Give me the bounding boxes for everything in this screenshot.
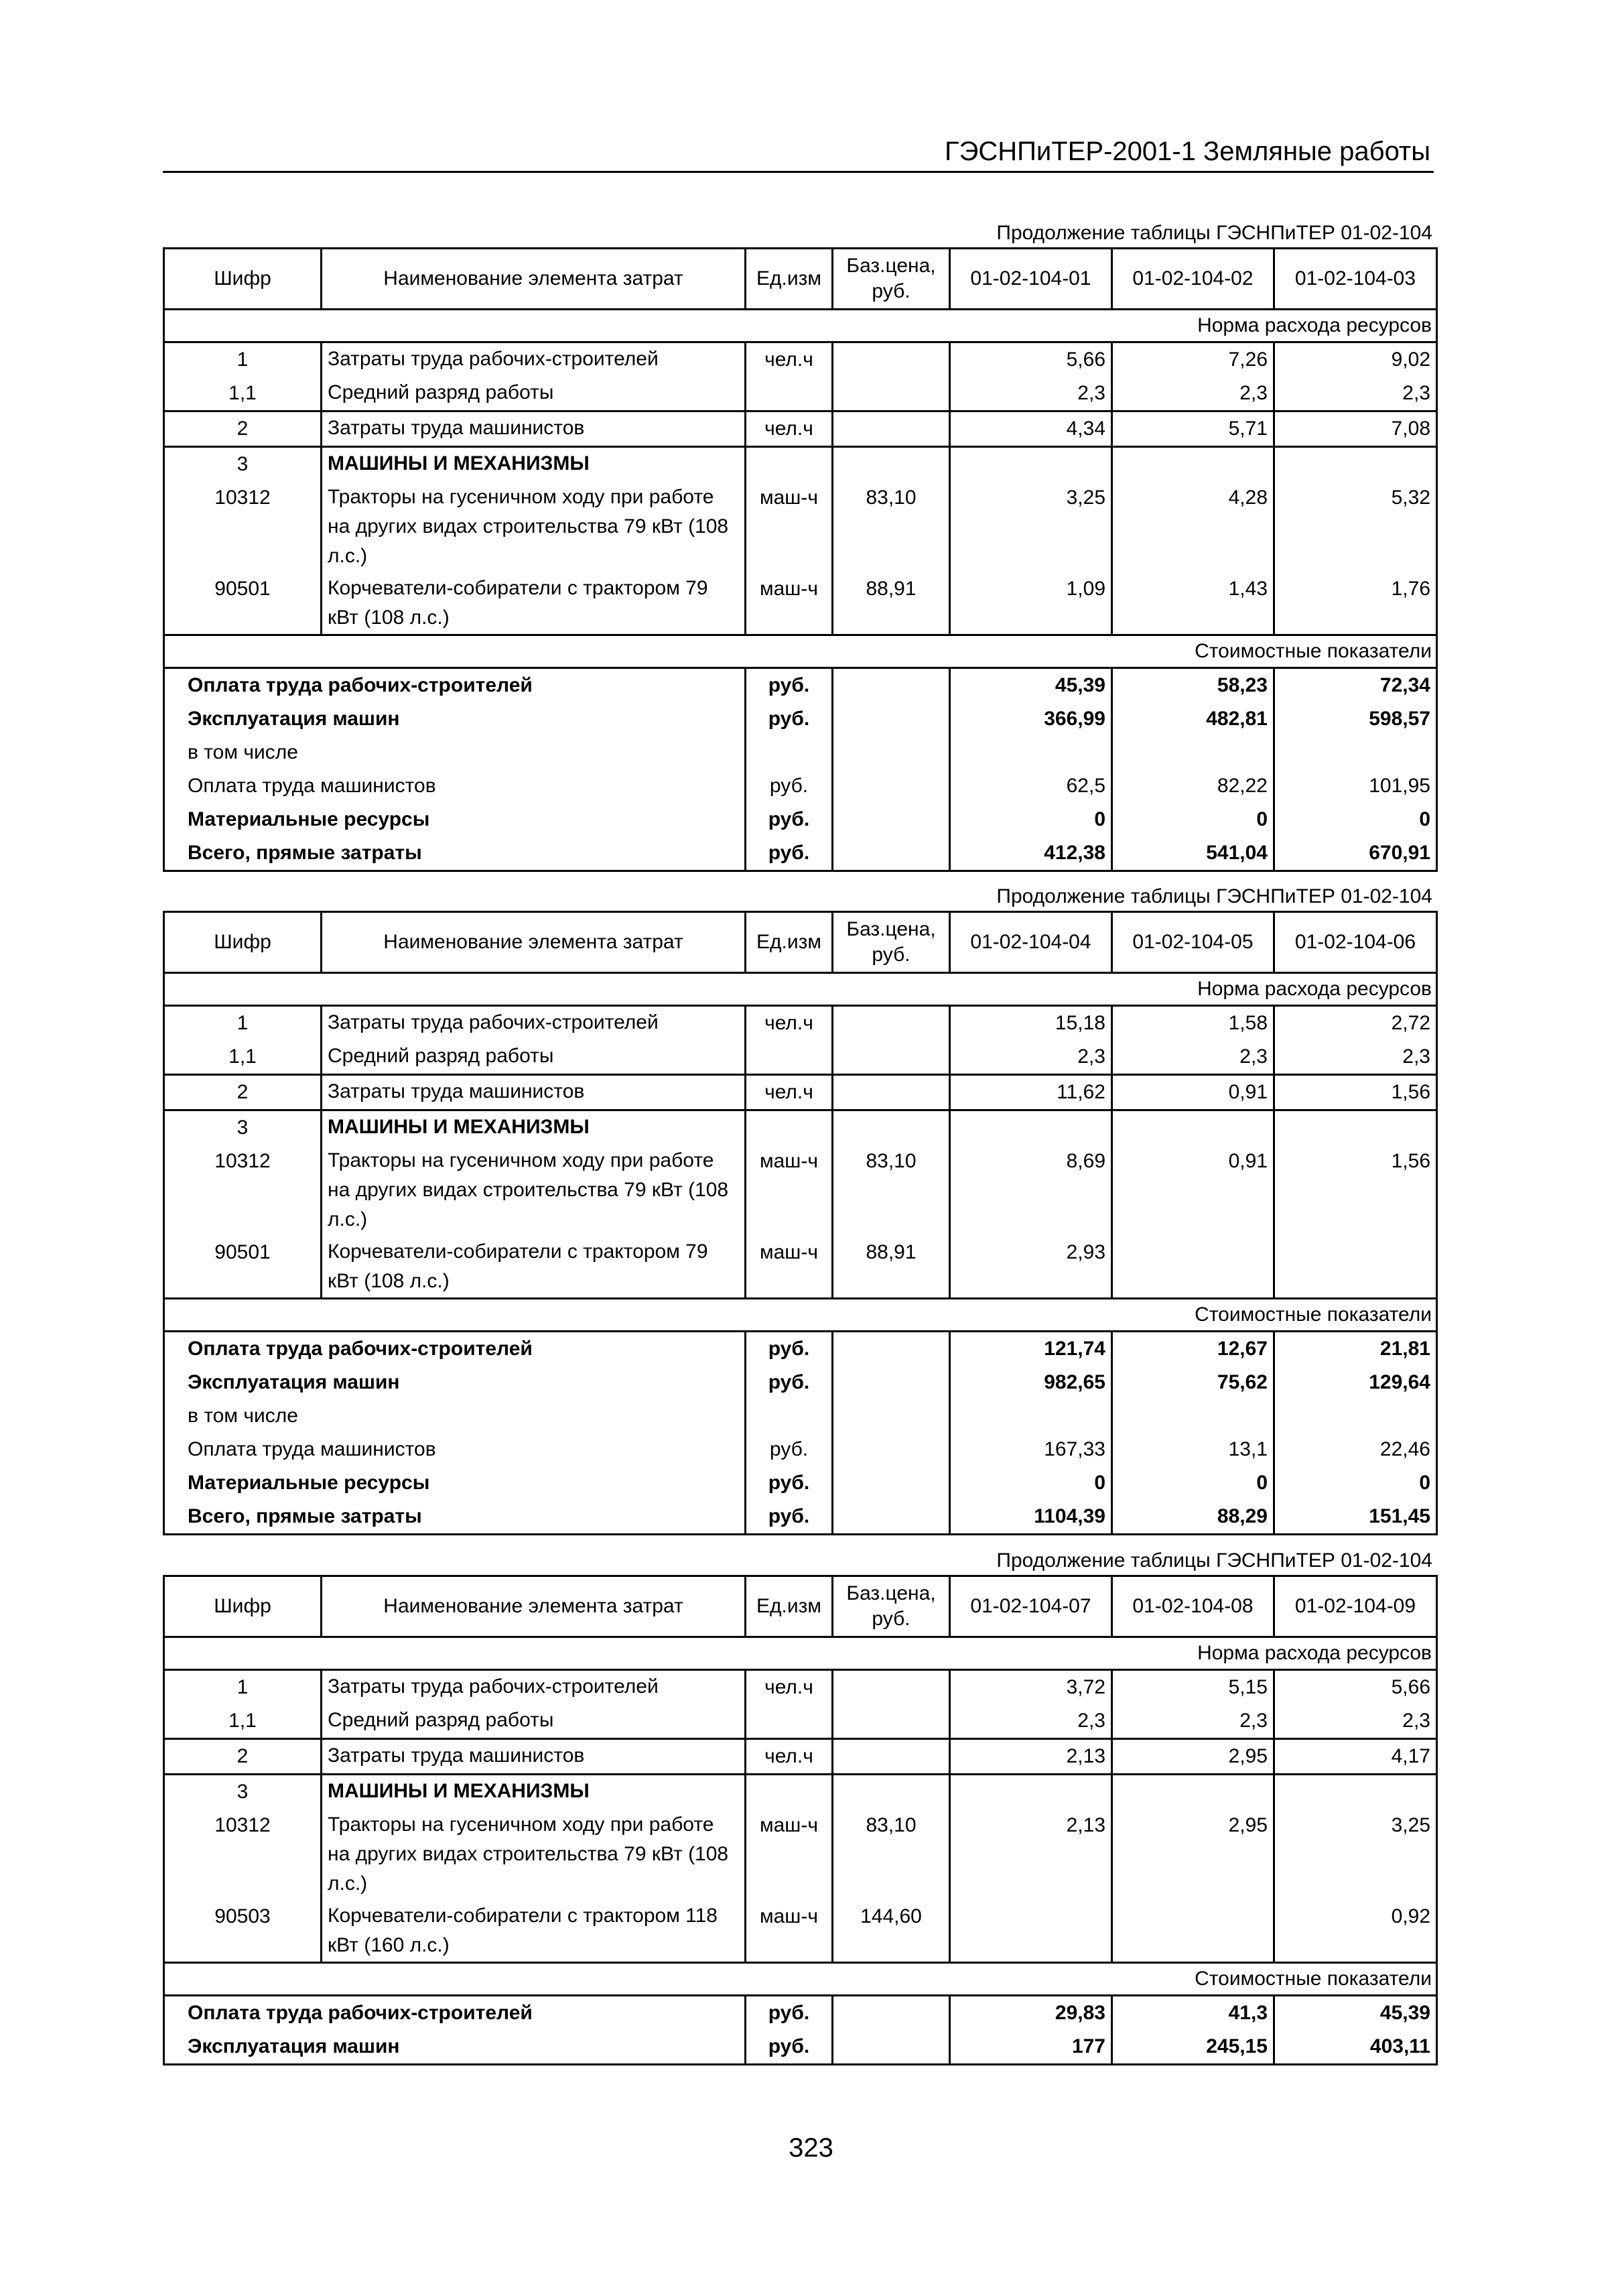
row-value: 5,71 [1112, 411, 1274, 447]
row-unit [746, 1775, 833, 1809]
row-price: 83,10 [833, 1145, 950, 1236]
cost-row-blank [833, 803, 950, 836]
cost-row-unit: руб. [746, 1500, 833, 1535]
row-name: Затраты труда машинистов [322, 1075, 746, 1110]
page-number: 323 [789, 2133, 833, 2163]
cost-label-row [164, 1963, 1437, 1996]
cost-row-value: 0 [950, 1466, 1112, 1500]
row-price: 83,10 [833, 481, 950, 572]
cost-row-value: 151,45 [1274, 1500, 1437, 1535]
row-value: 5,66 [1274, 1670, 1437, 1705]
cost-row-unit: руб. [746, 1366, 833, 1399]
cost-row-unit: руб. [746, 836, 833, 871]
cost-row-blank [833, 1500, 950, 1535]
resource-table-block [163, 883, 1436, 1535]
row-value: 9,02 [1274, 342, 1437, 377]
cost-row-blank [833, 769, 950, 803]
cost-row-unit: руб. [746, 1332, 833, 1366]
cost-row-value [1112, 736, 1274, 769]
row-unit [746, 1704, 833, 1739]
document-title: ГЭСНПиТЕР-2001-1 Земляные работы [945, 137, 1430, 166]
cost-row-value [950, 1399, 1112, 1433]
row-name: Средний разряд работы [322, 1040, 746, 1075]
cost-row-label: Оплата труда машинистов [164, 769, 746, 803]
row-value: 2,3 [950, 377, 1112, 411]
resource-row [164, 1040, 1437, 1075]
row-price [833, 411, 950, 447]
resource-row [164, 1739, 1437, 1775]
row-value: 3,25 [1274, 1809, 1437, 1900]
column-header-code: Шифр [164, 912, 322, 973]
row-value: 2,93 [950, 1236, 1112, 1299]
cost-row-label: Эксплуатация машин [164, 702, 746, 736]
cost-row [164, 2030, 1437, 2065]
cost-row-value: 41,3 [1112, 1996, 1274, 2031]
row-value: 7,08 [1274, 411, 1437, 447]
row-code: 1 [164, 1670, 322, 1705]
cost-row-value [1274, 1399, 1437, 1433]
row-value: 1,58 [1112, 1006, 1274, 1041]
row-value [950, 447, 1112, 482]
cost-row-value: 482,81 [1112, 702, 1274, 736]
cost-row-label: Всего, прямые затраты [164, 836, 746, 871]
cost-row-blank [833, 1332, 950, 1366]
row-price: 88,91 [833, 572, 950, 635]
row-value: 1,76 [1274, 572, 1437, 635]
row-unit: чел.ч [746, 342, 833, 377]
row-value: 5,32 [1274, 481, 1437, 572]
cost-row-value: 0 [1112, 803, 1274, 836]
row-unit: маш-ч [746, 1236, 833, 1299]
cost-row-label: Всего, прямые затраты [164, 1500, 746, 1535]
row-value: 5,15 [1112, 1670, 1274, 1705]
row-code: 90503 [164, 1900, 322, 1963]
table-header-row [164, 1576, 1437, 1637]
row-unit: маш-ч [746, 1145, 833, 1236]
row-name: Затраты труда рабочих-строителей [322, 1670, 746, 1705]
row-name: МАШИНЫ И МЕХАНИЗМЫ [322, 1775, 746, 1809]
column-header-norm-code: 01-02-104-08 [1112, 1576, 1274, 1637]
cost-row-unit: руб. [746, 1466, 833, 1500]
column-header-code: Шифр [164, 249, 322, 310]
row-price [833, 1739, 950, 1775]
cost-row-value: 45,39 [950, 668, 1112, 703]
row-value: 2,3 [1112, 377, 1274, 411]
row-value: 2,3 [1274, 377, 1437, 411]
resource-table-block [163, 219, 1436, 872]
table-header-row [164, 912, 1437, 973]
row-name: МАШИНЫ И МЕХАНИЗМЫ [322, 447, 746, 482]
row-name: Затраты труда машинистов [322, 411, 746, 447]
cost-row-value: 0 [1274, 1466, 1437, 1500]
cost-row-unit: руб. [746, 1433, 833, 1466]
row-price [833, 1670, 950, 1705]
row-value: 2,3 [950, 1040, 1112, 1075]
row-code: 10312 [164, 1809, 322, 1900]
row-price [833, 1110, 950, 1145]
row-unit: маш-ч [746, 1900, 833, 1963]
row-name: Средний разряд работы [322, 1704, 746, 1739]
cost-row-blank [833, 836, 950, 871]
row-code: 90501 [164, 1236, 322, 1299]
cost-row-unit: руб. [746, 1996, 833, 2031]
row-value: 3,25 [950, 481, 1112, 572]
column-header-price: Баз.цена, руб. [833, 912, 950, 973]
column-header-norm-code: 01-02-104-04 [950, 912, 1112, 973]
norm-label: Норма расхода ресурсов [164, 973, 1437, 1006]
cost-row-value: 29,83 [950, 1996, 1112, 2031]
cost-label: Стоимостные показатели [164, 1299, 1437, 1332]
row-name: МАШИНЫ И МЕХАНИЗМЫ [322, 1110, 746, 1145]
column-header-norm-code: 01-02-104-07 [950, 1576, 1112, 1637]
cost-row [164, 803, 1437, 836]
row-value [1274, 447, 1437, 482]
cost-row-value: 403,11 [1274, 2030, 1437, 2065]
row-price [833, 342, 950, 377]
cost-label: Стоимостные показатели [164, 1963, 1437, 1996]
cost-row-value: 58,23 [1112, 668, 1274, 703]
row-code: 10312 [164, 481, 322, 572]
row-unit [746, 447, 833, 482]
row-value: 2,3 [1274, 1704, 1437, 1739]
row-unit: чел.ч [746, 1006, 833, 1041]
row-unit [746, 1110, 833, 1145]
page-header [163, 131, 1434, 173]
cost-row-value: 121,74 [950, 1332, 1112, 1366]
cost-row-label: Материальные ресурсы [164, 1466, 746, 1500]
cost-row [164, 1366, 1437, 1399]
row-code: 3 [164, 1110, 322, 1145]
cost-row-unit: руб. [746, 2030, 833, 2065]
cost-row-label: Оплата труда машинистов [164, 1433, 746, 1466]
resource-row [164, 342, 1437, 377]
resource-row [164, 377, 1437, 411]
row-value [950, 1900, 1112, 1963]
cost-row-value: 62,5 [950, 769, 1112, 803]
row-value: 2,13 [950, 1809, 1112, 1900]
resource-row [164, 1006, 1437, 1041]
cost-row-value: 541,04 [1112, 836, 1274, 871]
row-value: 0,91 [1112, 1075, 1274, 1110]
cost-row [164, 1996, 1437, 2031]
row-value: 1,43 [1112, 572, 1274, 635]
column-header-price: Баз.цена, руб. [833, 1576, 950, 1637]
row-value [950, 1775, 1112, 1809]
cost-row-blank [833, 1433, 950, 1466]
resource-row [164, 411, 1437, 447]
row-value: 15,18 [950, 1006, 1112, 1041]
resource-row [164, 572, 1437, 635]
row-value: 2,95 [1112, 1809, 1274, 1900]
row-value [1112, 1900, 1274, 1963]
row-value [1274, 1775, 1437, 1809]
table-header-row [164, 249, 1437, 310]
row-value: 2,95 [1112, 1739, 1274, 1775]
column-header-price: Баз.цена, руб. [833, 249, 950, 310]
row-name: Затраты труда рабочих-строителей [322, 342, 746, 377]
row-price [833, 1040, 950, 1075]
cost-row-value: 1104,39 [950, 1500, 1112, 1535]
row-value [1274, 1110, 1437, 1145]
row-unit: чел.ч [746, 411, 833, 447]
column-header-code: Шифр [164, 1576, 322, 1637]
column-header-unit: Ед.изм [746, 1576, 833, 1637]
norm-label-row [164, 1637, 1437, 1670]
cost-row-value: 101,95 [1274, 769, 1437, 803]
row-unit: маш-ч [746, 572, 833, 635]
row-code: 1 [164, 342, 322, 377]
cost-row-label: Оплата труда рабочих-строителей [164, 1332, 746, 1366]
row-unit: чел.ч [746, 1739, 833, 1775]
cost-row-unit [746, 1399, 833, 1433]
row-value: 0,92 [1274, 1900, 1437, 1963]
column-header-unit: Ед.изм [746, 912, 833, 973]
cost-row-label: в том числе [164, 736, 746, 769]
cost-row-value: 129,64 [1274, 1366, 1437, 1399]
cost-row-value: 245,15 [1112, 2030, 1274, 2065]
resource-row [164, 481, 1437, 572]
row-value: 0,91 [1112, 1145, 1274, 1236]
row-value: 11,62 [950, 1075, 1112, 1110]
row-unit: маш-ч [746, 481, 833, 572]
row-value: 8,69 [950, 1145, 1112, 1236]
resource-row [164, 1236, 1437, 1299]
row-code: 2 [164, 1739, 322, 1775]
row-price [833, 1704, 950, 1739]
cost-row-value: 82,22 [1112, 769, 1274, 803]
cost-row-value: 412,38 [950, 836, 1112, 871]
cost-row-value: 72,34 [1274, 668, 1437, 703]
cost-row-value: 366,99 [950, 702, 1112, 736]
row-value: 1,56 [1274, 1145, 1437, 1236]
row-value: 2,72 [1274, 1006, 1437, 1041]
cost-row-value: 21,81 [1274, 1332, 1437, 1366]
row-code: 1,1 [164, 377, 322, 411]
cost-row-value: 0 [1274, 803, 1437, 836]
row-price [833, 447, 950, 482]
resource-row [164, 1704, 1437, 1739]
cost-row-unit: руб. [746, 769, 833, 803]
cost-row-unit: руб. [746, 702, 833, 736]
cost-row-blank [833, 736, 950, 769]
row-value: 1,56 [1274, 1075, 1437, 1110]
column-header-unit: Ед.изм [746, 249, 833, 310]
cost-row-value: 13,1 [1112, 1433, 1274, 1466]
resource-table [163, 1575, 1438, 2065]
cost-row [164, 1332, 1437, 1366]
cost-row-unit [746, 736, 833, 769]
column-header-name: Наименование элемента затрат [322, 912, 746, 973]
row-price [833, 1775, 950, 1809]
cost-row [164, 836, 1437, 871]
resource-row [164, 1775, 1437, 1809]
resource-row [164, 1900, 1437, 1963]
cost-row [164, 1433, 1437, 1466]
row-value: 4,28 [1112, 481, 1274, 572]
row-code: 3 [164, 1775, 322, 1809]
row-value [1112, 447, 1274, 482]
row-price [833, 377, 950, 411]
cost-row-value: 167,33 [950, 1433, 1112, 1466]
row-code: 1,1 [164, 1704, 322, 1739]
column-header-name: Наименование элемента затрат [322, 1576, 746, 1637]
cost-row-label: Оплата труда рабочих-строителей [164, 668, 746, 703]
row-code: 10312 [164, 1145, 322, 1236]
row-unit: чел.ч [746, 1075, 833, 1110]
row-value: 5,66 [950, 342, 1112, 377]
row-code: 1,1 [164, 1040, 322, 1075]
row-code: 2 [164, 1075, 322, 1110]
row-value: 2,3 [1112, 1704, 1274, 1739]
norm-label: Норма расхода ресурсов [164, 310, 1437, 342]
column-header-norm-code: 01-02-104-03 [1274, 249, 1437, 310]
row-value: 4,34 [950, 411, 1112, 447]
cost-row-blank [833, 1466, 950, 1500]
row-value: 4,17 [1274, 1739, 1437, 1775]
cost-row-blank [833, 668, 950, 703]
row-value: 2,3 [1112, 1040, 1274, 1075]
column-header-norm-code: 01-02-104-09 [1274, 1576, 1437, 1637]
column-header-norm-code: 01-02-104-02 [1112, 249, 1274, 310]
norm-label-row [164, 310, 1437, 342]
cost-row-value [1112, 1399, 1274, 1433]
cost-row-label: в том числе [164, 1399, 746, 1433]
row-value [1112, 1775, 1274, 1809]
row-price: 144,60 [833, 1900, 950, 1963]
row-price: 83,10 [833, 1809, 950, 1900]
row-price [833, 1006, 950, 1041]
row-code: 90501 [164, 572, 322, 635]
row-name: Средний разряд работы [322, 377, 746, 411]
row-code: 2 [164, 411, 322, 447]
column-header-norm-code: 01-02-104-05 [1112, 912, 1274, 973]
cost-row-unit: руб. [746, 668, 833, 703]
row-name: Корчеватели-собиратели с трактором 79 кВт (108 л.с.) [322, 1236, 746, 1299]
row-unit: маш-ч [746, 1809, 833, 1900]
row-unit [746, 1040, 833, 1075]
row-value: 7,26 [1112, 342, 1274, 377]
cost-row-value: 177 [950, 2030, 1112, 2065]
row-value: 2,13 [950, 1739, 1112, 1775]
cost-row-blank [833, 1996, 950, 2031]
cost-row-value: 598,57 [1274, 702, 1437, 736]
row-name: Тракторы на гусеничном ходу при работе на других видах строительства 79 кВт (108 л.с.) [322, 481, 746, 572]
cost-row-value: 45,39 [1274, 1996, 1437, 2031]
cost-row [164, 1466, 1437, 1500]
column-header-norm-code: 01-02-104-01 [950, 249, 1112, 310]
row-value: 3,72 [950, 1670, 1112, 1705]
cost-row [164, 769, 1437, 803]
cost-row-value: 670,91 [1274, 836, 1437, 871]
row-unit: чел.ч [746, 1670, 833, 1705]
cost-label-row [164, 1299, 1437, 1332]
row-value [1274, 1236, 1437, 1299]
cost-row-label: Оплата труда рабочих-строителей [164, 1996, 746, 2031]
cost-row [164, 668, 1437, 703]
resource-table [163, 911, 1438, 1535]
row-name: Корчеватели-собиратели с трактором 79 кВт (108 л.с.) [322, 572, 746, 635]
norm-label-row [164, 973, 1437, 1006]
resource-row [164, 447, 1437, 482]
cost-row-blank [833, 2030, 950, 2065]
cost-row-value: 982,65 [950, 1366, 1112, 1399]
row-price [833, 1075, 950, 1110]
cost-row-value: 88,29 [1112, 1500, 1274, 1535]
table-caption: Продолжение таблицы ГЭСНПиТЕР 01-02-104 [996, 885, 1432, 907]
cost-row-value: 22,46 [1274, 1433, 1437, 1466]
row-value [1112, 1236, 1274, 1299]
cost-label: Стоимостные показатели [164, 635, 1437, 668]
row-name: Корчеватели-собиратели с трактором 118 кВт (160 л.с.) [322, 1900, 746, 1963]
row-name: Затраты труда рабочих-строителей [322, 1006, 746, 1041]
cost-row-blank [833, 1366, 950, 1399]
cost-row [164, 1500, 1437, 1535]
cost-row-label: Эксплуатация машин [164, 1366, 746, 1399]
resource-row [164, 1670, 1437, 1705]
row-name: Тракторы на гусеничном ходу при работе на других видах строительства 79 кВт (108 л.с.) [322, 1809, 746, 1900]
resource-row [164, 1809, 1437, 1900]
resource-row [164, 1145, 1437, 1236]
column-header-norm-code: 01-02-104-06 [1274, 912, 1437, 973]
row-code: 3 [164, 447, 322, 482]
cost-row-value [950, 736, 1112, 769]
row-price: 88,91 [833, 1236, 950, 1299]
cost-row-value: 75,62 [1112, 1366, 1274, 1399]
cost-row [164, 702, 1437, 736]
row-value: 2,3 [1274, 1040, 1437, 1075]
cost-row [164, 1399, 1437, 1433]
row-code: 1 [164, 1006, 322, 1041]
table-caption: Продолжение таблицы ГЭСНПиТЕР 01-02-104 [996, 1549, 1432, 1572]
cost-row-value: 0 [950, 803, 1112, 836]
cost-row-value: 0 [1112, 1466, 1274, 1500]
cost-label-row [164, 635, 1437, 668]
row-value: 1,09 [950, 572, 1112, 635]
resource-table-block [163, 1547, 1436, 2065]
row-value [950, 1110, 1112, 1145]
row-name: Тракторы на гусеничном ходу при работе на других видах строительства 79 кВт (108 л.с.) [322, 1145, 746, 1236]
row-value: 2,3 [950, 1704, 1112, 1739]
cost-row-value: 12,67 [1112, 1332, 1274, 1366]
cost-row [164, 736, 1437, 769]
cost-row-label: Эксплуатация машин [164, 2030, 746, 2065]
row-value [1112, 1110, 1274, 1145]
resource-row [164, 1110, 1437, 1145]
cost-row-blank [833, 1399, 950, 1433]
cost-row-blank [833, 702, 950, 736]
resource-row [164, 1075, 1437, 1110]
cost-row-value [1274, 736, 1437, 769]
row-name: Затраты труда машинистов [322, 1739, 746, 1775]
cost-row-unit: руб. [746, 803, 833, 836]
norm-label: Норма расхода ресурсов [164, 1637, 1437, 1670]
resource-table [163, 247, 1438, 872]
row-unit [746, 377, 833, 411]
cost-row-label: Материальные ресурсы [164, 803, 746, 836]
table-caption: Продолжение таблицы ГЭСНПиТЕР 01-02-104 [996, 222, 1432, 244]
column-header-name: Наименование элемента затрат [322, 249, 746, 310]
